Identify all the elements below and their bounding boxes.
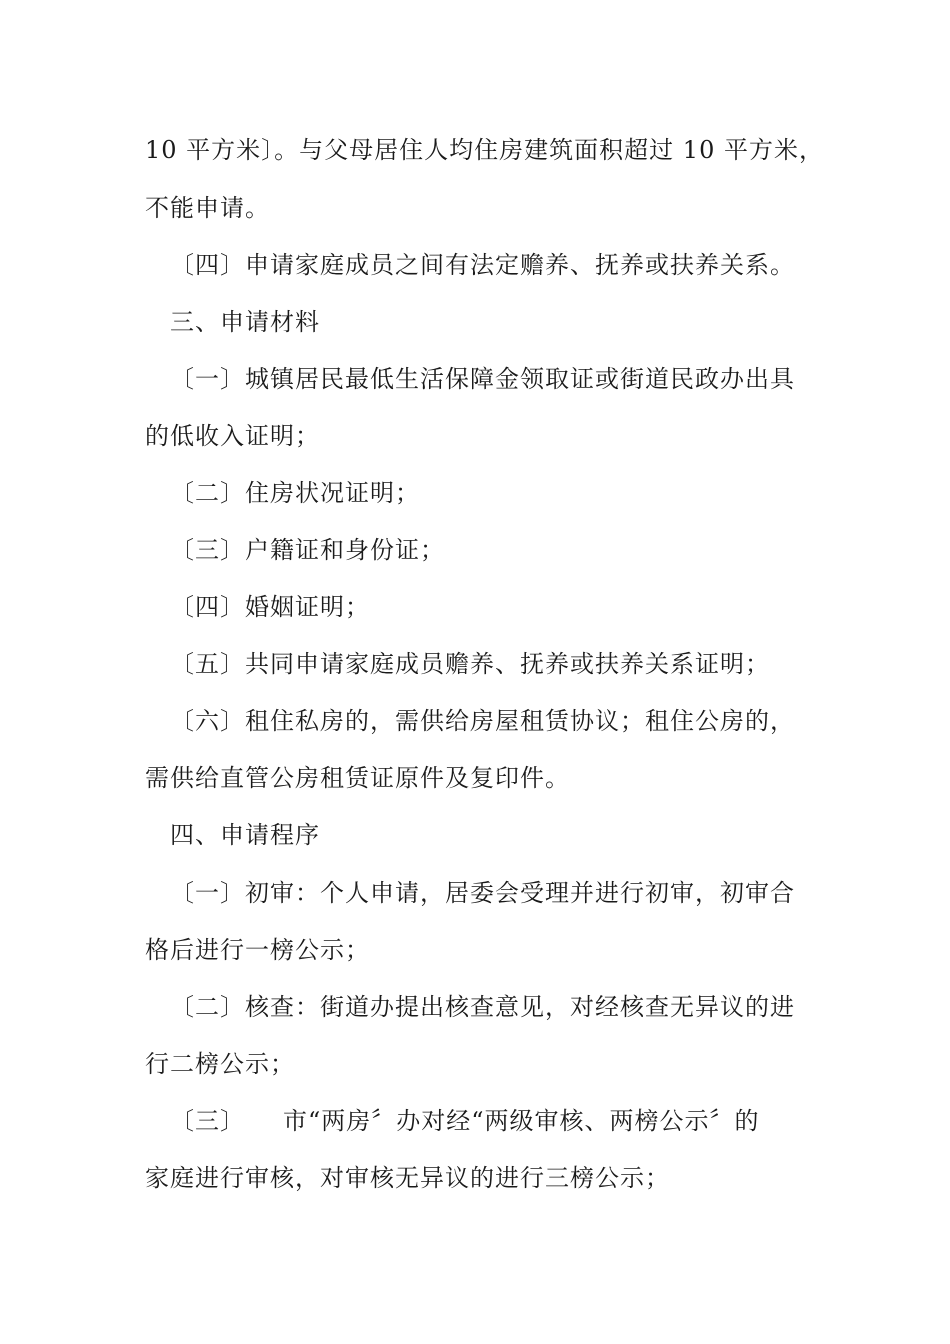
paragraph-line: 〔三〕 市“两房〞办对经“两级审核、两榜公示〞的 xyxy=(170,1107,760,1135)
paragraph-line: 需供给直管公房租赁证原件及复印件。 xyxy=(145,764,570,792)
paragraph-line: 10 平方米〕。与父母居住人均住房建筑面积超过 10 平方米， xyxy=(145,136,824,164)
paragraph-line: 的低收入证明； xyxy=(145,422,320,450)
section-heading: 四、申请程序 xyxy=(170,821,320,849)
paragraph-line: 〔四〕婚姻证明； xyxy=(170,593,370,621)
paragraph-line: 〔四〕申请家庭成员之间有法定赡养、抚养或扶养关系。 xyxy=(170,251,795,279)
paragraph-line: 家庭进行审核，对审核无异议的进行三榜公示； xyxy=(145,1164,670,1192)
paragraph-line: 〔二〕住房状况证明； xyxy=(170,479,420,507)
paragraph-line: 〔一〕初审：个人申请，居委会受理并进行初审，初审合 xyxy=(170,879,795,907)
paragraph-line: 不能申请。 xyxy=(145,194,270,222)
paragraph-line: 〔一〕城镇居民最低生活保障金领取证或街道民政办出具 xyxy=(170,365,795,393)
paragraph-line: 〔五〕共同申请家庭成员赡养、抚养或扶养关系证明； xyxy=(170,650,770,678)
paragraph-line: 〔二〕核查：街道办提出核查意见，对经核查无异议的进 xyxy=(170,993,795,1021)
paragraph-line: 格后进行一榜公示； xyxy=(145,936,370,964)
paragraph-line: 〔六〕租住私房的，需供给房屋租赁协议；租住公房的， xyxy=(170,707,795,735)
section-heading: 三、申请材料 xyxy=(170,308,320,336)
paragraph-line: 〔三〕户籍证和身份证； xyxy=(170,536,445,564)
paragraph-line: 行二榜公示； xyxy=(145,1050,295,1078)
